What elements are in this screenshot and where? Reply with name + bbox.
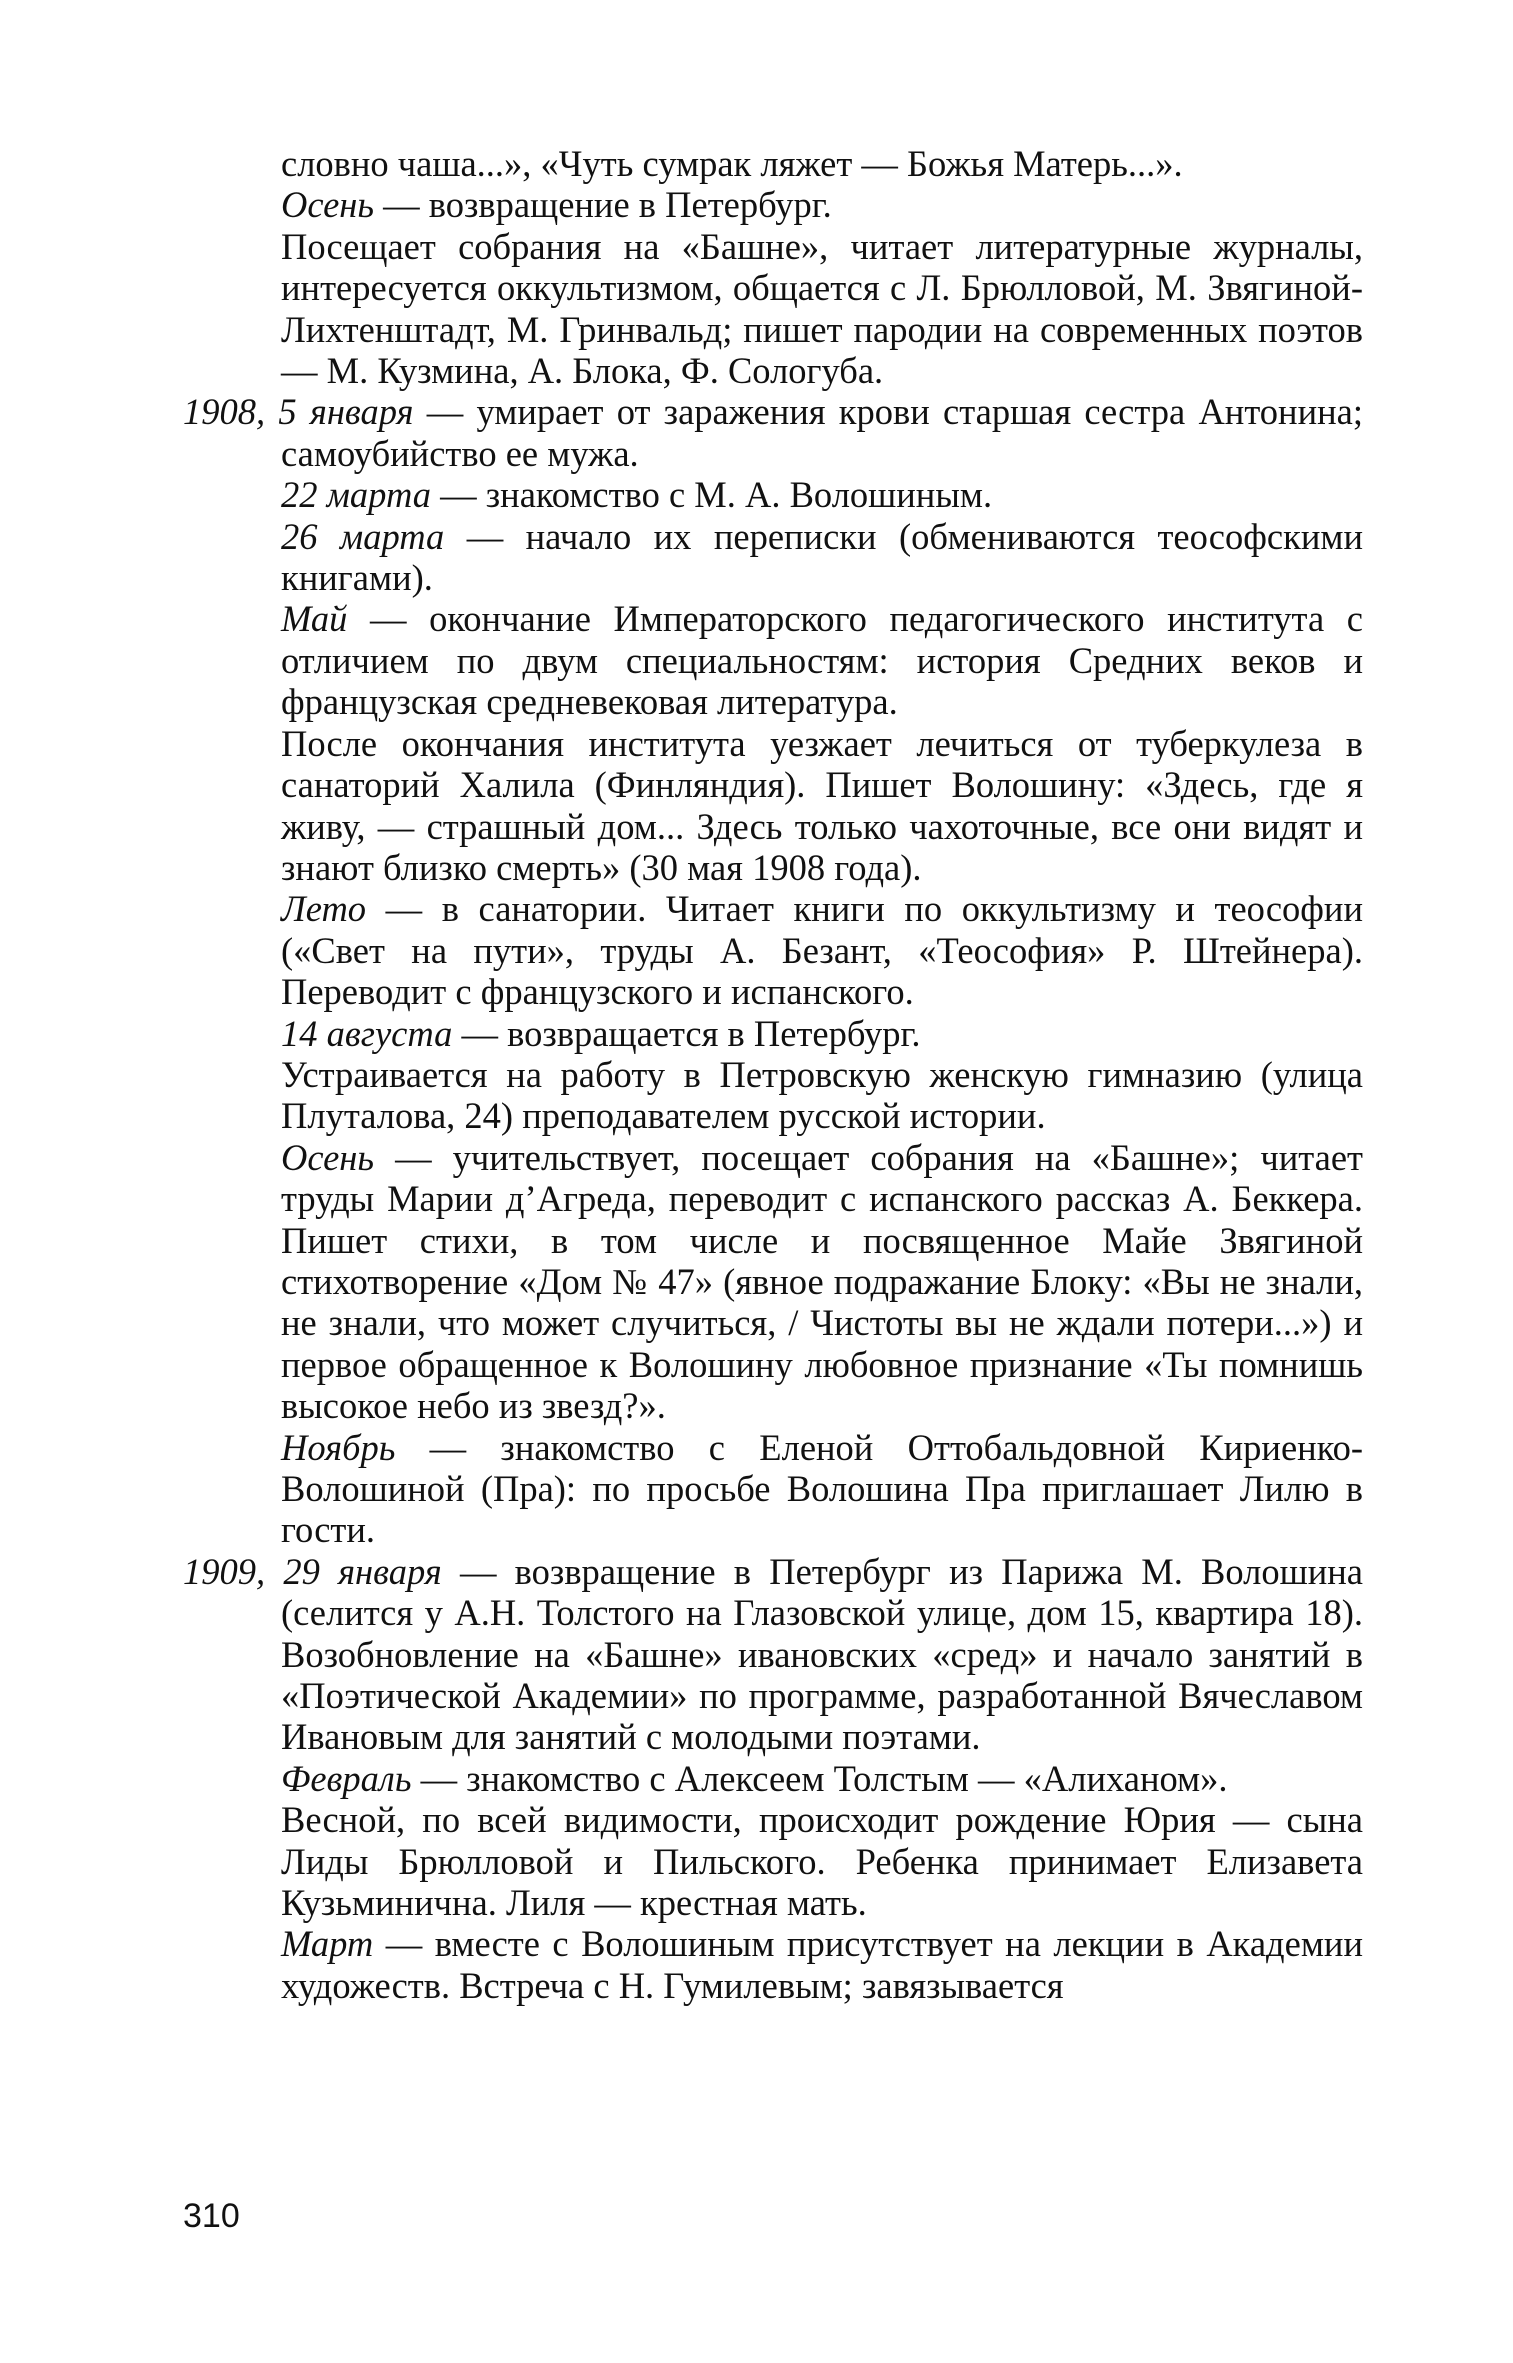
date-lead: Март: [281, 1923, 374, 1965]
paragraph-text: — возвращение в Петербург.: [374, 184, 832, 226]
date-lead: Февраль: [281, 1757, 412, 1799]
date-lead: 22 марта: [281, 474, 431, 516]
paragraph: [281, 1137, 1363, 1427]
date-lead: 26 марта: [281, 515, 445, 557]
date-lead: 14 августа: [281, 1012, 453, 1054]
paragraph-text: — знакомство с М. А. Волошиным.: [431, 474, 993, 516]
paragraph: [281, 184, 1363, 225]
paragraph-text: — в санатории. Читает книги по оккультизму и теософии («Свет на пути», труды А. Безант, «Теософия» Р. Штейнера). Переводит с французского и испанского.: [281, 888, 1363, 1013]
paragraph: [281, 143, 1363, 184]
paragraph-text: — учительствует, посещает собрания на «Башне»; читает труды Марии д’Агреда, переводит с испанского рассказ А. Беккера. Пишет стихи, в том числе и посвященное Майе Звягиной стихотворение «Дом № 47» (явное подражание Блоку: «Вы не знали, не знали, что может случиться, / Чистоты вы не ждали потери...») и первое обращенное к Волошину любовное признание «Ты помнишь высокое небо из звезд?».: [281, 1136, 1363, 1427]
paragraph-text: Устраивается на работу в Петровскую женскую гимназию (улица Плуталова, 24) преподавателем русской истории.: [281, 1053, 1363, 1137]
paragraph: [281, 1758, 1363, 1799]
paragraph-text: Посещает собрания на «Башне», читает литературные журналы, интересуется оккультизмом, общается с Л. Брюлловой, М. Звягиной-Лихтенштадт, М. Гринвальд; пишет пародии на современных поэтов — М. Кузмина, А. Блока, Ф. Сологуба.: [281, 225, 1363, 392]
paragraph: [281, 1799, 1363, 1923]
paragraph-text: — начало их переписки (обмениваются теософскими книгами).: [281, 515, 1363, 599]
paragraph: [281, 516, 1363, 599]
paragraph: [281, 226, 1363, 392]
paragraph-text: Весной, по всей видимости, происходит рождение Юрия — сына Лиды Брюлловой и Пильского. Ребенка принимает Елизавета Кузьминична. Лиля — крестная мать.: [281, 1799, 1363, 1924]
page-text: [183, 143, 1363, 2006]
paragraph-text: После окончания института уезжает лечиться от туберкулеза в санаторий Халила (Финляндия). Пишет Волошину: «Здесь, где я живу, — страшный дом... Здесь только чахоточные, все они видят и знают близко смерть» (30 мая 1908 года).: [281, 722, 1363, 888]
paragraph: [281, 1427, 1363, 1551]
page-number: 310: [183, 2197, 240, 2235]
paragraph-text: — умирает от заражения крови старшая сестра Антонина; самоубийство ее мужа.: [281, 391, 1363, 474]
paragraph-text: — возвращение в Петербург из Парижа М. Волошина (селится у А.Н. Толстого на Глазовской улице, дом 15, квартира 18). Возобновление на «Башне» ивановских «сред» и начало занятий в «Поэтической Академии» по программе, разработанной Вячеславом Ивановым для занятий с молодыми поэтами.: [281, 1550, 1363, 1758]
paragraph: [281, 474, 1363, 515]
date-lead: 1908, 5 января: [183, 391, 414, 433]
paragraph: [281, 888, 1363, 1012]
paragraph: [281, 1054, 1363, 1137]
paragraph: [281, 723, 1363, 889]
year-entry: [183, 391, 1363, 474]
paragraph-text: — окончание Императорского педагогического института с отличием по двум специальностям: история Средних веков и французская средневековая литература.: [281, 598, 1363, 723]
date-lead: Осень: [281, 184, 374, 226]
paragraph: [281, 1013, 1363, 1054]
date-lead: Май: [281, 598, 348, 640]
date-lead: Ноябрь: [281, 1426, 396, 1468]
date-lead: Лето: [281, 888, 367, 930]
paragraph: [281, 1923, 1363, 2006]
date-lead: Осень: [281, 1136, 374, 1178]
date-lead: 1909, 29 января: [183, 1550, 442, 1592]
year-entry: [183, 1551, 1363, 1758]
paragraph-text: — возвращается в Петербург.: [452, 1012, 921, 1054]
paragraph: [281, 598, 1363, 722]
paragraph-text: — знакомство с Алексеем Толстым — «Алиханом».: [411, 1757, 1228, 1799]
paragraph-text: словно чаша...», «Чуть сумрак ляжет — Божья Матерь...».: [281, 143, 1183, 184]
paragraph-text: — вместе с Волошиным присутствует на лекции в Академии художеств. Встреча с Н. Гумилевым; завязывается: [281, 1923, 1363, 2006]
paragraph-text: — знакомство с Еленой Оттобальдовной Кириенко-Волошиной (Пра): по просьбе Волошина Пра приглашает Лилю в гости.: [281, 1426, 1363, 1551]
